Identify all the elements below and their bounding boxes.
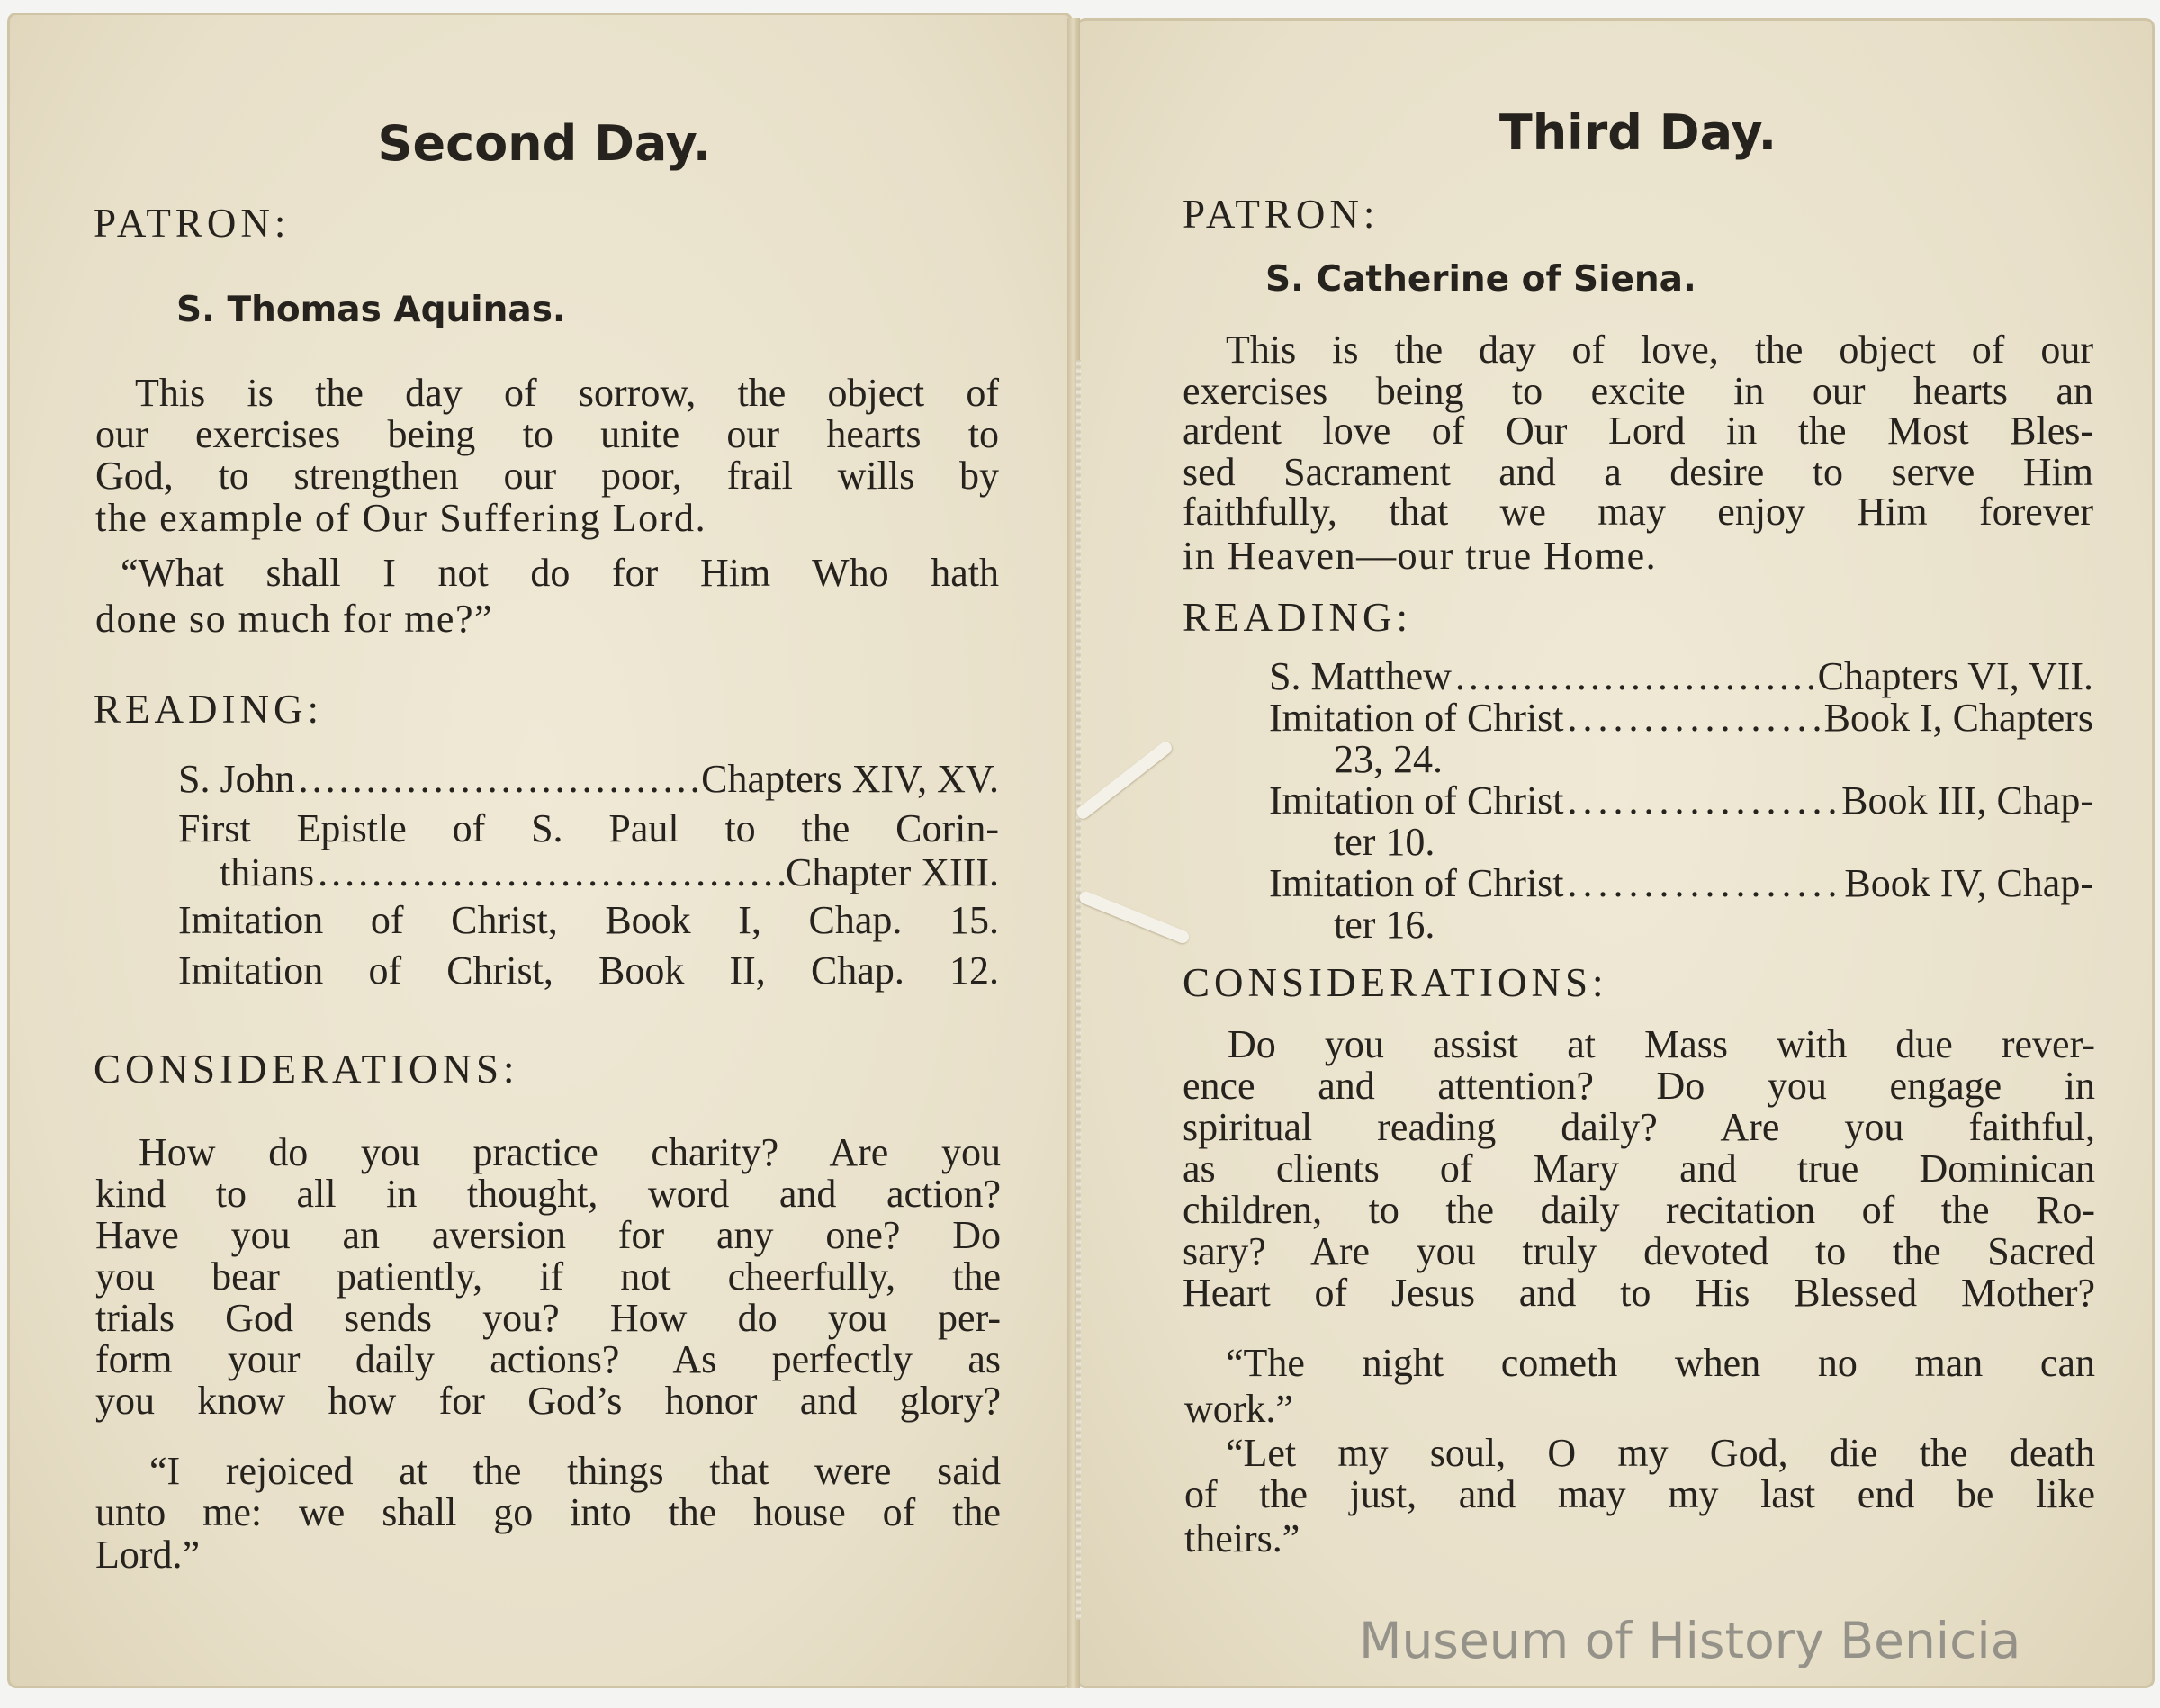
right-considerations-line-3: spiritual reading daily? Are you faithful, <box>1183 1105 2095 1149</box>
reading-leader-dots <box>314 850 786 895</box>
left-quote-line-2: done so much for me?” <box>95 597 494 641</box>
reading-leader-dots <box>1564 860 1845 906</box>
left-considerations-line-1: How do you practice charity? Are you <box>139 1130 1001 1174</box>
reading-source: thians <box>220 850 315 894</box>
right-quote2-line-2: of the just, and may my last end be like <box>1184 1472 2095 1516</box>
right-considerations-line-6: sary? Are you truly devoted to the Sacred <box>1183 1229 2095 1273</box>
left-reading-line: Imitation of Christ, Book II, Chap. 12. <box>178 948 999 993</box>
left-considerations-line-5: trials God sends you? How do you per- <box>95 1296 1001 1340</box>
right-reading-continuation: ter 10. <box>1334 820 1436 864</box>
right-page-title: Third Day. <box>1498 104 1778 161</box>
reading-ref: Chapter XIII. <box>785 850 999 894</box>
right-intro-line-6: in Heaven—our true Home. <box>1183 534 1658 578</box>
left-reading-line: First Epistle of S. Paul to the Corin- <box>178 806 999 850</box>
right-reading-row <box>1269 695 2093 741</box>
left-reading-row <box>220 850 999 895</box>
reading-leader-dots <box>295 756 702 802</box>
reading-leader-dots <box>1564 695 1824 741</box>
museum-watermark: Museum of History Benicia <box>1359 1612 2021 1669</box>
right-intro-line-2: exercises being to excite in our hearts an <box>1183 369 2093 413</box>
left-reading-label: READING: <box>94 687 323 732</box>
reading-source: Imitation of Christ <box>1269 861 1564 905</box>
reading-source: Imitation of Christ <box>1269 778 1564 823</box>
left-considerations-label: CONSIDERATIONS: <box>94 1047 519 1092</box>
left-patron-name: S. Thomas Aquinas. <box>176 290 566 330</box>
right-reading-label: READING: <box>1183 595 1412 640</box>
left-considerations-line-6: form your daily actions? As perfectly as <box>95 1337 1001 1381</box>
left-reading-row <box>178 756 999 802</box>
right-intro-line-1: This is the day of love, the object of our <box>1226 328 2093 372</box>
right-intro-line-5: faithfully, that we may enjoy Him forever <box>1183 490 2093 534</box>
right-quote2-line-1: “Let my soul, O my God, die the death <box>1226 1431 2095 1475</box>
left-patron-label: PATRON: <box>94 201 291 246</box>
reading-ref: Chapters XIV, XV. <box>701 757 999 801</box>
right-considerations-line-2: ence and attention? Do you engage in <box>1183 1064 2095 1108</box>
left-closing-line-2: unto me: we shall go into the house of the <box>95 1490 1001 1534</box>
reading-source: S. John <box>178 757 295 801</box>
left-considerations-line-2: kind to all in thought, word and action? <box>95 1172 1001 1216</box>
left-closing-line-3: Lord.” <box>95 1533 201 1577</box>
left-intro-line-2: our exercises being to unite our hearts to <box>95 412 999 456</box>
reading-ref: Book IV, Chap- <box>1844 861 2093 905</box>
right-intro-line-3: ardent love of Our Lord in the Most Bles- <box>1183 409 2093 453</box>
left-considerations-line-4: you bear patiently, if not cheerfully, the <box>95 1254 1001 1299</box>
reading-ref: Book III, Chap- <box>1841 778 2093 823</box>
left-intro-line-1: This is the day of sorrow, the object of <box>135 371 999 415</box>
right-reading-row <box>1269 653 2093 699</box>
reading-ref: Book I, Chapters <box>1823 696 2093 740</box>
right-reading-continuation: 23, 24. <box>1334 737 1443 781</box>
right-quote2-line-3: theirs.” <box>1184 1516 1300 1560</box>
right-intro-line-4: sed Sacrament and a desire to serve Him <box>1183 450 2093 494</box>
right-patron-label: PATRON: <box>1183 192 1380 237</box>
right-patron-name: S. Catherine of Siena. <box>1265 259 1696 300</box>
reading-source: Imitation of Christ <box>1269 696 1564 740</box>
right-quote1-line-2: work.” <box>1184 1387 1293 1431</box>
right-considerations-line-4: as clients of Mary and true Dominican <box>1183 1146 2095 1191</box>
binding-string <box>1076 360 1081 1620</box>
reading-source: S. Matthew <box>1269 654 1452 698</box>
right-reading-row <box>1269 778 2093 823</box>
reading-leader-dots <box>1452 653 1818 699</box>
left-considerations-line-3: Have you an aversion for any one? Do <box>95 1213 1001 1257</box>
reading-ref: Chapters VI, VII. <box>1817 654 2093 698</box>
left-closing-line-1: “I rejoiced at the things that were said <box>149 1449 1001 1493</box>
left-intro-line-3: God, to strengthen our poor, frail wills by <box>95 454 999 498</box>
right-considerations-line-1: Do you assist at Mass with due rever- <box>1228 1022 2095 1066</box>
left-reading-line: Imitation of Christ, Book I, Chap. 15. <box>178 898 999 942</box>
reading-leader-dots <box>1564 778 1842 823</box>
right-reading-row <box>1269 860 2093 906</box>
right-reading-continuation: ter 16. <box>1334 903 1436 947</box>
left-intro-line-4: the example of Our Suffering Lord. <box>95 496 707 540</box>
right-considerations-label: CONSIDERATIONS: <box>1183 960 1608 1005</box>
left-page-title: Second Day. <box>377 115 712 172</box>
right-quote1-line-1: “The night cometh when no man can <box>1226 1341 2095 1385</box>
right-considerations-line-5: children, to the daily recitation of the Ro- <box>1183 1188 2095 1232</box>
left-quote-line-1: “What shall I not do for Him Who hath <box>121 551 999 595</box>
right-considerations-line-7: Heart of Jesus and to His Blessed Mother? <box>1183 1271 2095 1315</box>
left-considerations-line-7: you know how for God’s honor and glory? <box>95 1379 1001 1423</box>
